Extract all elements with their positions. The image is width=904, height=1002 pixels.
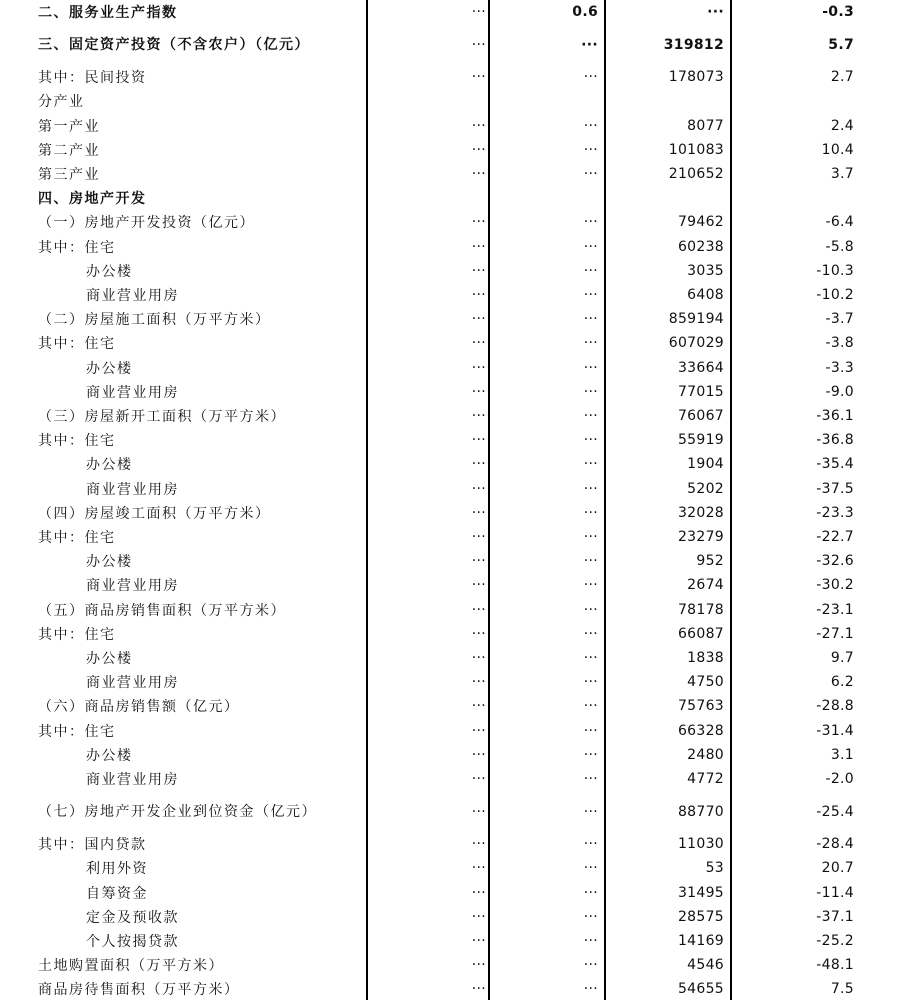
row-value-2: ···: [583, 480, 598, 497]
row-value-1: ···: [471, 311, 486, 328]
table-row: [0, 743, 904, 767]
table-row: [0, 977, 904, 1001]
row-value-1: ···: [471, 36, 486, 53]
row-value-4: -10.3: [816, 262, 854, 279]
row-value-3: [608, 186, 724, 210]
row-value-1: ···: [471, 860, 486, 877]
row-value-3: 4772: [687, 771, 724, 788]
row-value-4: -3.7: [825, 311, 854, 328]
row-label: 第三产业: [38, 167, 100, 184]
row-value-4: 3.1: [830, 746, 854, 763]
row-value-3: 607029: [668, 335, 724, 352]
row-value-4: -23.1: [816, 601, 854, 618]
row-value-1: ···: [471, 601, 486, 618]
table-row: [0, 881, 904, 905]
row-value-4: -3.8: [825, 335, 854, 352]
row-value-2: ···: [583, 650, 598, 667]
row-value-4: -35.4: [816, 456, 854, 473]
row-value-1: ···: [471, 4, 486, 21]
row-label: 四、房地产开发: [38, 191, 147, 208]
row-value-2: ···: [583, 69, 598, 86]
row-value-2: ···: [583, 335, 598, 352]
row-value-3: 78178: [677, 601, 724, 618]
row-value-1: ···: [471, 408, 486, 425]
row-value-1: [370, 186, 486, 210]
row-label: 其中：住宅: [38, 239, 116, 256]
row-value-2: ···: [583, 141, 598, 158]
row-value-1: ···: [471, 836, 486, 853]
row-value-1: ···: [471, 141, 486, 158]
row-value-4: 6.2: [830, 674, 854, 691]
row-label: 三、固定资产投资（不含农户）（亿元）: [38, 36, 310, 53]
table-row: [0, 404, 904, 428]
row-label: 商业营业用房: [86, 675, 179, 692]
row-value-4: -31.4: [816, 722, 854, 739]
row-value-3: 5202: [687, 480, 724, 497]
table-row: [0, 501, 904, 525]
row-label: 办公楼: [86, 747, 133, 764]
row-value-3: 178073: [668, 69, 724, 86]
row-value-3: 66328: [677, 722, 724, 739]
row-value-1: ···: [471, 262, 486, 279]
row-label: 其中：住宅: [38, 530, 116, 547]
row-value-1: ···: [471, 359, 486, 376]
row-value-3: 77015: [677, 383, 724, 400]
row-label: 商品房待售面积（万平方米）: [38, 982, 240, 999]
row-label: 办公楼: [86, 457, 133, 474]
table-row: [0, 331, 904, 355]
row-value-3: 952: [696, 553, 724, 570]
row-value-1: ···: [471, 771, 486, 788]
row-value-4: -2.0: [825, 771, 854, 788]
row-label: 其中：住宅: [38, 626, 116, 643]
row-label: 分产业: [38, 94, 85, 111]
row-value-2: ···: [583, 117, 598, 134]
row-value-2: ···: [583, 456, 598, 473]
row-value-2: ···: [583, 884, 598, 901]
row-value-1: ···: [471, 803, 486, 820]
row-value-4: -32.6: [816, 553, 854, 570]
row-value-3: 55919: [677, 432, 724, 449]
table-row: [0, 646, 904, 670]
table-row: [0, 856, 904, 880]
row-value-3: 54655: [677, 981, 724, 998]
table-row: [0, 138, 904, 162]
row-label: （五）商品房销售面积（万平方米）: [38, 602, 286, 619]
row-value-3: 79462: [677, 214, 724, 231]
row-label: 其中：民间投资: [38, 70, 147, 87]
table-row: [0, 767, 904, 791]
row-label: （二）房屋施工面积（万平方米）: [38, 312, 271, 329]
row-value-2: 0.6: [572, 4, 598, 21]
row-value-4: -10.2: [816, 287, 854, 304]
table-row: [0, 670, 904, 694]
row-label: 其中：国内贷款: [38, 837, 147, 854]
row-value-2: ···: [583, 432, 598, 449]
row-value-1: ···: [471, 908, 486, 925]
row-value-2: ···: [583, 238, 598, 255]
row-value-4: -36.8: [816, 432, 854, 449]
table-row: [0, 259, 904, 283]
table-row: [0, 622, 904, 646]
row-value-4: -36.1: [816, 408, 854, 425]
row-value-1: ···: [471, 625, 486, 642]
row-label: 定金及预收款: [86, 909, 179, 926]
row-value-1: ···: [471, 287, 486, 304]
row-value-2: ···: [583, 860, 598, 877]
row-value-4: -48.1: [816, 957, 854, 974]
row-value-3: 1838: [687, 650, 724, 667]
row-value-4: 2.4: [830, 117, 854, 134]
row-value-2: ···: [583, 262, 598, 279]
row-value-1: ···: [471, 957, 486, 974]
row-value-3: 8077: [687, 117, 724, 134]
row-value-1: ···: [471, 335, 486, 352]
row-label: （六）商品房销售额（亿元）: [38, 699, 240, 716]
row-label: 自筹资金: [86, 885, 148, 902]
row-value-1: ···: [471, 117, 486, 134]
row-value-1: ···: [471, 480, 486, 497]
table-row: [0, 235, 904, 259]
row-value-4: -37.5: [816, 480, 854, 497]
row-value-4: -30.2: [816, 577, 854, 594]
table-row: [0, 162, 904, 186]
row-value-2: ···: [583, 933, 598, 950]
row-value-2: [492, 186, 598, 210]
row-value-1: [370, 89, 486, 113]
table-row: [0, 573, 904, 597]
row-value-4: 7.5: [830, 981, 854, 998]
row-value-4: -27.1: [816, 625, 854, 642]
row-label: （三）房屋新开工面积（万平方米）: [38, 409, 286, 426]
table-row: [0, 549, 904, 573]
row-value-4: -9.0: [825, 383, 854, 400]
row-value-1: ···: [471, 69, 486, 86]
row-value-3: 859194: [668, 311, 724, 328]
row-value-3: 60238: [677, 238, 724, 255]
row-value-2: ···: [583, 553, 598, 570]
row-value-4: -37.1: [816, 908, 854, 925]
row-label: 其中：住宅: [38, 433, 116, 450]
row-value-3: 6408: [687, 287, 724, 304]
row-value-1: ···: [471, 650, 486, 667]
row-value-4: 2.7: [830, 69, 854, 86]
row-value-4: [734, 186, 854, 210]
row-value-3: 14169: [677, 933, 724, 950]
row-label: 商业营业用房: [86, 578, 179, 595]
table-row: [0, 380, 904, 404]
row-value-2: ···: [583, 722, 598, 739]
row-value-2: ···: [583, 577, 598, 594]
row-value-2: [492, 89, 598, 113]
row-value-4: -0.3: [822, 4, 854, 21]
row-label: 土地购置面积（万平方米）: [38, 958, 224, 975]
row-value-4: 10.4: [821, 141, 854, 158]
table-row: [0, 114, 904, 138]
row-value-3: 76067: [677, 408, 724, 425]
row-value-1: ···: [471, 722, 486, 739]
row-value-3: 4546: [687, 957, 724, 974]
row-value-3: 11030: [677, 836, 724, 853]
row-label: 第一产业: [38, 118, 100, 135]
row-label: 二、服务业生产指数: [38, 5, 178, 22]
row-value-2: ···: [583, 529, 598, 546]
table-row: [0, 452, 904, 476]
row-value-1: ···: [471, 577, 486, 594]
table-row: [0, 905, 904, 929]
table-row: [0, 953, 904, 977]
row-value-3: 101083: [668, 141, 724, 158]
row-value-3: 2674: [687, 577, 724, 594]
row-label: 利用外资: [86, 861, 148, 878]
row-value-3: ···: [707, 4, 724, 21]
row-label: 办公楼: [86, 263, 133, 280]
row-label: 商业营业用房: [86, 288, 179, 305]
row-label: 个人按揭贷款: [86, 934, 179, 951]
row-label: （一）房地产开发投资（亿元）: [38, 215, 255, 232]
row-label: 其中：住宅: [38, 336, 116, 353]
row-value-3: [608, 89, 724, 113]
row-value-4: 3.7: [830, 166, 854, 183]
row-value-2: ···: [583, 383, 598, 400]
row-value-2: ···: [583, 625, 598, 642]
row-value-3: 31495: [677, 884, 724, 901]
row-label: 办公楼: [86, 554, 133, 571]
row-label: （七）房地产开发企业到位资金（亿元）: [38, 803, 317, 820]
row-value-3: 319812: [663, 36, 724, 53]
row-value-1: ···: [471, 674, 486, 691]
row-value-2: ···: [583, 408, 598, 425]
table-row: [0, 832, 904, 856]
row-label: （四）房屋竣工面积（万平方米）: [38, 505, 271, 522]
row-label: 商业营业用房: [86, 772, 179, 789]
row-value-3: 3035: [687, 262, 724, 279]
table-row: [0, 307, 904, 331]
row-value-3: 33664: [677, 359, 724, 376]
table-row: [0, 0, 904, 24]
row-value-2: ···: [583, 674, 598, 691]
row-value-1: ···: [471, 553, 486, 570]
row-value-2: ···: [581, 36, 598, 53]
row-value-1: ···: [471, 456, 486, 473]
row-value-1: ···: [471, 529, 486, 546]
row-value-2: ···: [583, 359, 598, 376]
row-value-3: 88770: [677, 803, 724, 820]
row-value-4: -11.4: [816, 884, 854, 901]
row-value-4: -23.3: [816, 504, 854, 521]
row-value-4: -6.4: [825, 214, 854, 231]
row-value-1: ···: [471, 884, 486, 901]
table-row: [0, 525, 904, 549]
table-row: [0, 24, 904, 65]
table-row: [0, 283, 904, 307]
table-row: [0, 356, 904, 380]
row-value-3: 53: [705, 860, 724, 877]
row-value-3: 2480: [687, 746, 724, 763]
row-value-1: ···: [471, 238, 486, 255]
row-value-2: ···: [583, 214, 598, 231]
row-label: 第二产业: [38, 142, 100, 159]
row-value-3: 23279: [677, 529, 724, 546]
row-value-4: 20.7: [821, 860, 854, 877]
table-row: [0, 89, 904, 113]
row-label: 商业营业用房: [86, 384, 179, 401]
row-value-2: ···: [583, 746, 598, 763]
table-row: [0, 186, 904, 210]
row-value-3: 28575: [677, 908, 724, 925]
table-row: [0, 477, 904, 501]
row-value-3: 210652: [668, 166, 724, 183]
row-value-1: ···: [471, 504, 486, 521]
table-row: [0, 929, 904, 953]
row-value-4: -28.8: [816, 698, 854, 715]
table-row: [0, 428, 904, 452]
row-value-3: 4750: [687, 674, 724, 691]
row-value-4: [734, 89, 854, 113]
row-label: 商业营业用房: [86, 481, 179, 498]
table-row: [0, 65, 904, 89]
row-value-2: ···: [583, 698, 598, 715]
row-value-2: ···: [583, 311, 598, 328]
row-value-3: 75763: [677, 698, 724, 715]
row-value-1: ···: [471, 166, 486, 183]
row-value-2: ···: [583, 957, 598, 974]
row-value-4: -5.8: [825, 238, 854, 255]
row-value-1: ···: [471, 698, 486, 715]
row-value-2: ···: [583, 166, 598, 183]
row-value-1: ···: [471, 981, 486, 998]
row-value-2: ···: [583, 287, 598, 304]
table-row: [0, 210, 904, 234]
row-value-4: -3.3: [825, 359, 854, 376]
row-value-4: -28.4: [816, 836, 854, 853]
row-value-2: ···: [583, 836, 598, 853]
row-value-1: ···: [471, 432, 486, 449]
row-label: 其中：住宅: [38, 723, 116, 740]
row-value-3: 32028: [677, 504, 724, 521]
row-value-2: ···: [583, 981, 598, 998]
row-value-1: ···: [471, 746, 486, 763]
row-value-1: ···: [471, 383, 486, 400]
row-value-1: ···: [471, 214, 486, 231]
row-value-3: 1904: [687, 456, 724, 473]
row-value-4: 9.7: [830, 650, 854, 667]
row-value-2: ···: [583, 803, 598, 820]
row-value-4: -22.7: [816, 529, 854, 546]
row-value-4: -25.2: [816, 933, 854, 950]
row-value-4: 5.7: [828, 36, 854, 53]
row-value-2: ···: [583, 771, 598, 788]
row-value-3: 66087: [677, 625, 724, 642]
row-label: 办公楼: [86, 360, 133, 377]
row-label: 办公楼: [86, 651, 133, 668]
row-value-2: ···: [583, 504, 598, 521]
row-value-4: -25.4: [816, 803, 854, 820]
table-row: [0, 598, 904, 622]
row-value-1: ···: [471, 933, 486, 950]
table-row: [0, 719, 904, 743]
row-value-2: ···: [583, 601, 598, 618]
table-row: [0, 694, 904, 718]
row-value-2: ···: [583, 908, 598, 925]
table-row: [0, 791, 904, 832]
